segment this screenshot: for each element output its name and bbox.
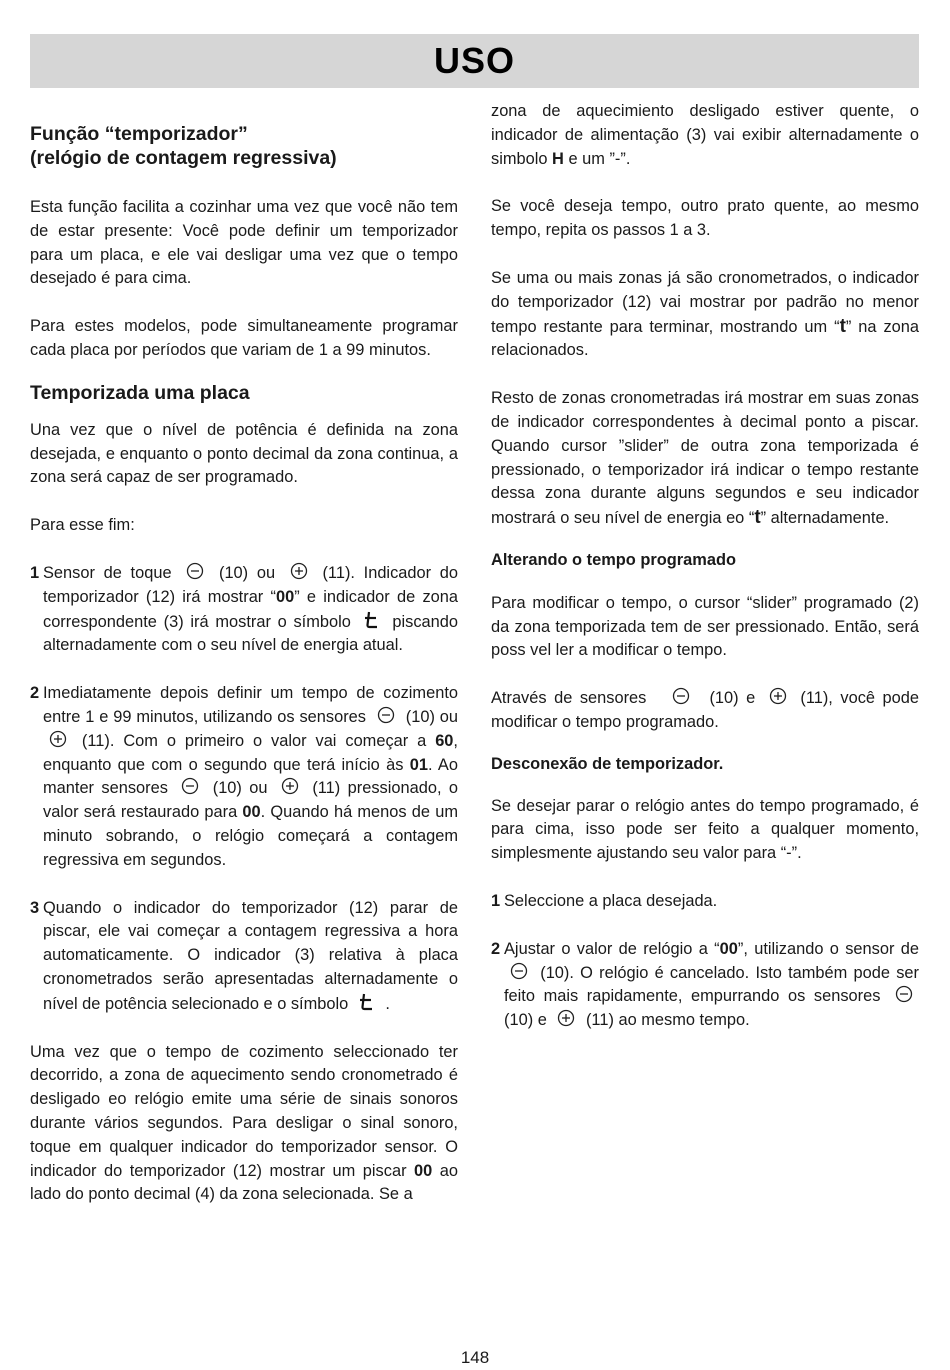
minus-sensor-icon xyxy=(510,962,528,980)
models-paragraph: Para estes modelos, pode simultaneamente programar cada placa por períodos que variam de 1 a 99 minutos. xyxy=(30,317,458,359)
step-text: Quando o indicador do temporizador (12) parar de piscar, ele vai começar a contagem regressiva a hora automaticamente. O indicador (3) relativa à placa cronometrados serão apresentadas alternadamente o nível de potência selecionado e o símbolo . xyxy=(43,898,458,1013)
minus-sensor-icon xyxy=(181,777,199,795)
plus-sensor-icon xyxy=(49,730,67,748)
step-text: Ajustar o valor de relógio a “00”, utilizando o sensor de (10). O relógio é cancelado. Isto também pode ser feito mais rapidamente, empurrando os sensores (10) e (11) ao mesmo tempo. xyxy=(504,939,919,1030)
para-modificar-paragraph: Para modificar o tempo, o cursor “slider” programado (2) da zona temporizada tem de ser pressionado. Então, será poss vel ler a modificar o tempo. xyxy=(491,593,919,660)
continued-paragraph: zona de aquecimiento desligado estiver quente, o indicador de alimentação (3) vai exibir alternadamente o simbolo H e um ”-”. xyxy=(491,102,919,168)
cancel-step-2 xyxy=(491,938,919,1033)
step-1 xyxy=(30,562,458,658)
intro-paragraph: Esta função facilita a cozinhar uma vez que você não tem de estar presente: Você pode definir um temporizador para um placa, e ele vai desligar uma vez que o tempo desejado é para cima. xyxy=(30,198,458,288)
minus-sensor-icon xyxy=(186,562,204,580)
plus-sensor-icon xyxy=(557,1009,575,1027)
minus-sensor-icon xyxy=(672,687,690,705)
step-text: Sensor de toque (10) ou (11). Indicador do temporizador (12) irá mostrar “00” e indicador de zona correspondente (3) irá mostrar o símbolo piscando alternadamente com o seu nível de energia atual. xyxy=(43,563,459,655)
se-uma-paragraph: Se uma ou mais zonas já são cronometrados, o indicador do temporizador (12) vai mostrar por padrão no menor tempo restante para terminar, mostrando um “t” na zona relacionados. xyxy=(491,268,919,360)
desconexao-heading: Desconexão de temporizador. xyxy=(491,754,724,773)
step-number: 2 xyxy=(491,939,501,958)
una-vez-paragraph: Una vez que o nível de potência é definida na zona desejada, e enquanto o ponto decimal da zona continua, a zona será capaz de ser programado. xyxy=(30,420,458,487)
cancel-step-1 xyxy=(491,890,919,914)
para-esse-fim: Para esse fim: xyxy=(30,516,135,535)
step-number: 1 xyxy=(491,891,501,910)
timer-end-paragraph: Uma vez que o tempo de cozimento seleccionado ter decorrido, a zona de aquecimento sendo cronometrado é desligado eo relógio emite uma série de sinais sonoros durante vários segundos. Para desligar o sinal sonoro, toque em qualquer indicador do temporizador sensor. O indicador do temporizador (12) mostrar um piscar 00 ao lado do ponto decimal (4) da zona selecionada. Se a xyxy=(30,1042,458,1204)
step-3 xyxy=(30,897,458,1017)
minus-sensor-icon xyxy=(895,985,913,1003)
page-number: 148 xyxy=(460,1348,490,1367)
timer-t-symbol-icon xyxy=(359,992,375,1012)
right-column xyxy=(491,100,919,1033)
subheading-single-zone: Temporizada uma placa xyxy=(30,381,250,404)
alterando-heading: Alterando o tempo programado xyxy=(491,550,736,569)
step-2 xyxy=(30,682,458,872)
page-title: USO xyxy=(433,40,515,81)
minus-sensor-icon xyxy=(377,706,395,724)
heading-line-2: (relógio de contagem regressiva) xyxy=(30,147,337,169)
se-desejar-paragraph: Se desejar parar o relógio antes do tempo programado, é para cima, isso pode ser feito a qualquer momento, simplesmente ajustando seu valor para “-”. xyxy=(491,796,919,863)
se-voce-paragraph: Se você deseja tempo, outro prato quente, ao mesmo tempo, repita os passos 1 a 3. xyxy=(491,197,919,240)
plus-sensor-icon xyxy=(281,777,299,795)
step-number: 1 xyxy=(30,563,40,582)
left-column xyxy=(30,100,458,1207)
atraves-paragraph: Através de sensores (10) e (11), você pode modificar o tempo programado. xyxy=(491,689,919,731)
plus-sensor-icon xyxy=(769,687,787,705)
step-number: 2 xyxy=(30,684,40,703)
timer-t-symbol-icon xyxy=(364,610,380,630)
resto-paragraph: Resto de zonas cronometradas irá mostrar em suas zonas de indicador correspondentes à decimal ponto a piscar. Quando cursor ”slider” de outra zona temporizada é pressionado, o temporizador irá indicar o tempo restante dessa zona durante alguns segundos e seu indicador mostrará o seu nível de energia eo “t” alternadamente. xyxy=(491,389,919,529)
section-banner xyxy=(30,34,919,88)
step-text: Imediatamente depois definir um tempo de cozimento entre 1 e 99 minutos, utilizando os sensores (10) ou (11). Com o primeiro o valor vai começar a 60, enquanto que com o segundo que terá início às 01. Ao manter sensores (10) ou (11) pressionado, o valor será restaurado para 00. Quando há menos de um minuto sobrando, o relógio começará a contagem regressiva em segundos. xyxy=(43,684,459,869)
step-text: Seleccione a placa desejada. xyxy=(504,891,718,910)
step-number: 3 xyxy=(30,898,40,917)
heading-line-1: Função “temporizador” xyxy=(30,123,248,145)
section-heading xyxy=(30,122,458,170)
plus-sensor-icon xyxy=(290,562,308,580)
